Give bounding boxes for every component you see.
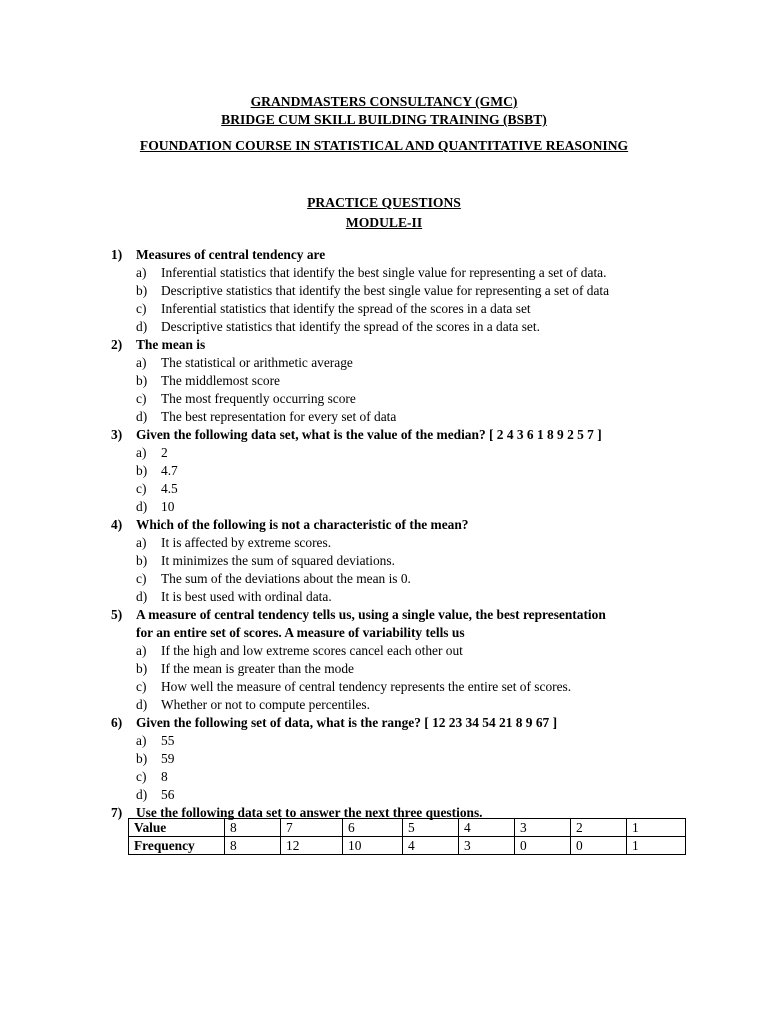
option-letter: a)	[136, 643, 147, 658]
frequency-table	[128, 818, 686, 855]
option-text: 56	[161, 787, 175, 802]
option-b	[0, 372, 768, 390]
option-text: 2	[161, 445, 168, 460]
option-letter: a)	[136, 265, 147, 280]
table-cell: 4	[403, 837, 459, 855]
table-cell: 7	[281, 819, 343, 837]
option-text: If the mean is greater than the mode	[161, 661, 354, 676]
option-letter: a)	[136, 535, 147, 550]
option-text: If the high and low extreme scores cancel each other out	[161, 643, 463, 658]
option-text: 4.5	[161, 481, 178, 496]
table-cell: 2	[571, 819, 627, 837]
option-letter: b)	[136, 283, 148, 298]
option-letter: b)	[136, 463, 148, 478]
option-letter: c)	[136, 769, 147, 784]
option-text: 55	[161, 733, 175, 748]
option-c	[0, 570, 768, 588]
option-letter: d)	[136, 319, 148, 334]
option-text: How well the measure of central tendency represents the entire set of scores.	[161, 679, 572, 694]
option-letter: d)	[136, 787, 148, 802]
question-stem	[0, 336, 768, 354]
option-text: 8	[161, 769, 168, 784]
option-d	[0, 588, 768, 606]
row-header-value: Value	[129, 819, 225, 837]
question-text: Use the following data set to answer the next three questions.	[136, 805, 483, 820]
table-cell: 4	[459, 819, 515, 837]
table-cell: 8	[225, 837, 281, 855]
table-cell: 6	[343, 819, 403, 837]
option-a	[0, 264, 768, 282]
option-letter: c)	[136, 301, 147, 316]
section-title: PRACTICE QUESTIONS	[307, 195, 461, 210]
question-text-continued: for an entire set of scores. A measure of variability tells us	[136, 625, 465, 640]
question-stem	[0, 516, 768, 534]
option-text: Whether or not to compute percentiles.	[161, 697, 370, 712]
option-b	[0, 462, 768, 480]
option-letter: b)	[136, 751, 148, 766]
question-list	[0, 246, 768, 822]
option-text: 4.7	[161, 463, 178, 478]
option-letter: c)	[136, 679, 147, 694]
option-c	[0, 390, 768, 408]
option-c	[0, 768, 768, 786]
option-letter: d)	[136, 697, 148, 712]
option-text: It minimizes the sum of squared deviations.	[161, 553, 395, 568]
option-d	[0, 786, 768, 804]
question-text: Given the following set of data, what is the range? [ 12 23 34 54 21 8 9 67 ]	[136, 715, 558, 730]
question-stem	[0, 426, 768, 444]
option-letter: c)	[136, 481, 147, 496]
table-cell: 3	[459, 837, 515, 855]
option-d	[0, 696, 768, 714]
question-text: Which of the following is not a characteristic of the mean?	[136, 517, 469, 532]
option-letter: b)	[136, 373, 148, 388]
question-number: 5)	[111, 607, 123, 622]
option-letter: a)	[136, 355, 147, 370]
option-a	[0, 642, 768, 660]
question-text: Measures of central tendency are	[136, 247, 326, 262]
question-stem-continued	[0, 624, 768, 642]
option-a	[0, 732, 768, 750]
option-text: Descriptive statistics that identify the spread of the scores in a data set.	[161, 319, 540, 334]
option-letter: c)	[136, 571, 147, 586]
option-letter: b)	[136, 553, 148, 568]
question-number: 6)	[111, 715, 123, 730]
table-cell: 12	[281, 837, 343, 855]
option-c	[0, 300, 768, 318]
option-text: The sum of the deviations about the mean is 0.	[161, 571, 411, 586]
question-text: The mean is	[136, 337, 206, 352]
table-cell: 10	[343, 837, 403, 855]
option-letter: d)	[136, 499, 148, 514]
table-cell: 5	[403, 819, 459, 837]
question-text: Given the following data set, what is the value of the median? [ 2 4 3 6 1 8 9 2 5 7 ]	[136, 427, 602, 442]
org-title: GRANDMASTERS CONSULTANCY (GMC)	[250, 94, 518, 109]
option-c	[0, 480, 768, 498]
option-b	[0, 660, 768, 678]
option-b	[0, 282, 768, 300]
option-a	[0, 534, 768, 552]
question-number: 7)	[111, 805, 123, 820]
option-b	[0, 750, 768, 768]
option-d	[0, 318, 768, 336]
question-text: A measure of central tendency tells us, using a single value, the best representation	[136, 607, 606, 622]
question-6	[0, 714, 768, 804]
table-cell: 3	[515, 819, 571, 837]
row-header-frequency: Frequency	[129, 837, 225, 855]
option-text: The statistical or arithmetic average	[161, 355, 353, 370]
option-text: Descriptive statistics that identify the best single value for representing a set of data	[161, 283, 610, 298]
option-text: The most frequently occurring score	[161, 391, 356, 406]
option-letter: d)	[136, 589, 148, 604]
question-number: 2)	[111, 337, 123, 352]
option-text: Inferential statistics that identify the best single value for representing a set of data.	[161, 265, 607, 280]
option-a	[0, 354, 768, 372]
question-number: 1)	[111, 247, 123, 262]
question-stem	[0, 606, 768, 624]
option-b	[0, 552, 768, 570]
question-4	[0, 516, 768, 606]
table-row-frequency	[129, 837, 686, 855]
table-cell: 0	[571, 837, 627, 855]
option-d	[0, 408, 768, 426]
option-letter: d)	[136, 409, 148, 424]
option-text: 59	[161, 751, 175, 766]
option-text: 10	[161, 499, 175, 514]
option-letter: b)	[136, 661, 148, 676]
table-row-value	[129, 819, 686, 837]
option-letter: a)	[136, 733, 147, 748]
question-5	[0, 606, 768, 714]
question-number: 4)	[111, 517, 123, 532]
option-text: Inferential statistics that identify the spread of the scores in a data set	[161, 301, 531, 316]
option-letter: a)	[136, 445, 147, 460]
table-cell: 1	[627, 819, 686, 837]
course-title: FOUNDATION COURSE IN STATISTICAL AND QUANTITATIVE REASONING	[139, 138, 629, 153]
table-cell: 0	[515, 837, 571, 855]
question-2	[0, 336, 768, 426]
program-title: BRIDGE CUM SKILL BUILDING TRAINING (BSBT)	[221, 112, 547, 127]
option-text: The middlemost score	[161, 373, 280, 388]
question-3	[0, 426, 768, 516]
question-number: 3)	[111, 427, 123, 442]
option-c	[0, 678, 768, 696]
option-text: It is affected by extreme scores.	[161, 535, 332, 550]
table-cell: 1	[627, 837, 686, 855]
option-text: The best representation for every set of data	[161, 409, 397, 424]
question-1	[0, 246, 768, 336]
option-text: It is best used with ordinal data.	[161, 589, 332, 604]
option-letter: c)	[136, 391, 147, 406]
option-d	[0, 498, 768, 516]
option-a	[0, 444, 768, 462]
module-title: MODULE-II	[345, 215, 423, 230]
question-stem	[0, 246, 768, 264]
question-stem	[0, 714, 768, 732]
table-cell: 8	[225, 819, 281, 837]
